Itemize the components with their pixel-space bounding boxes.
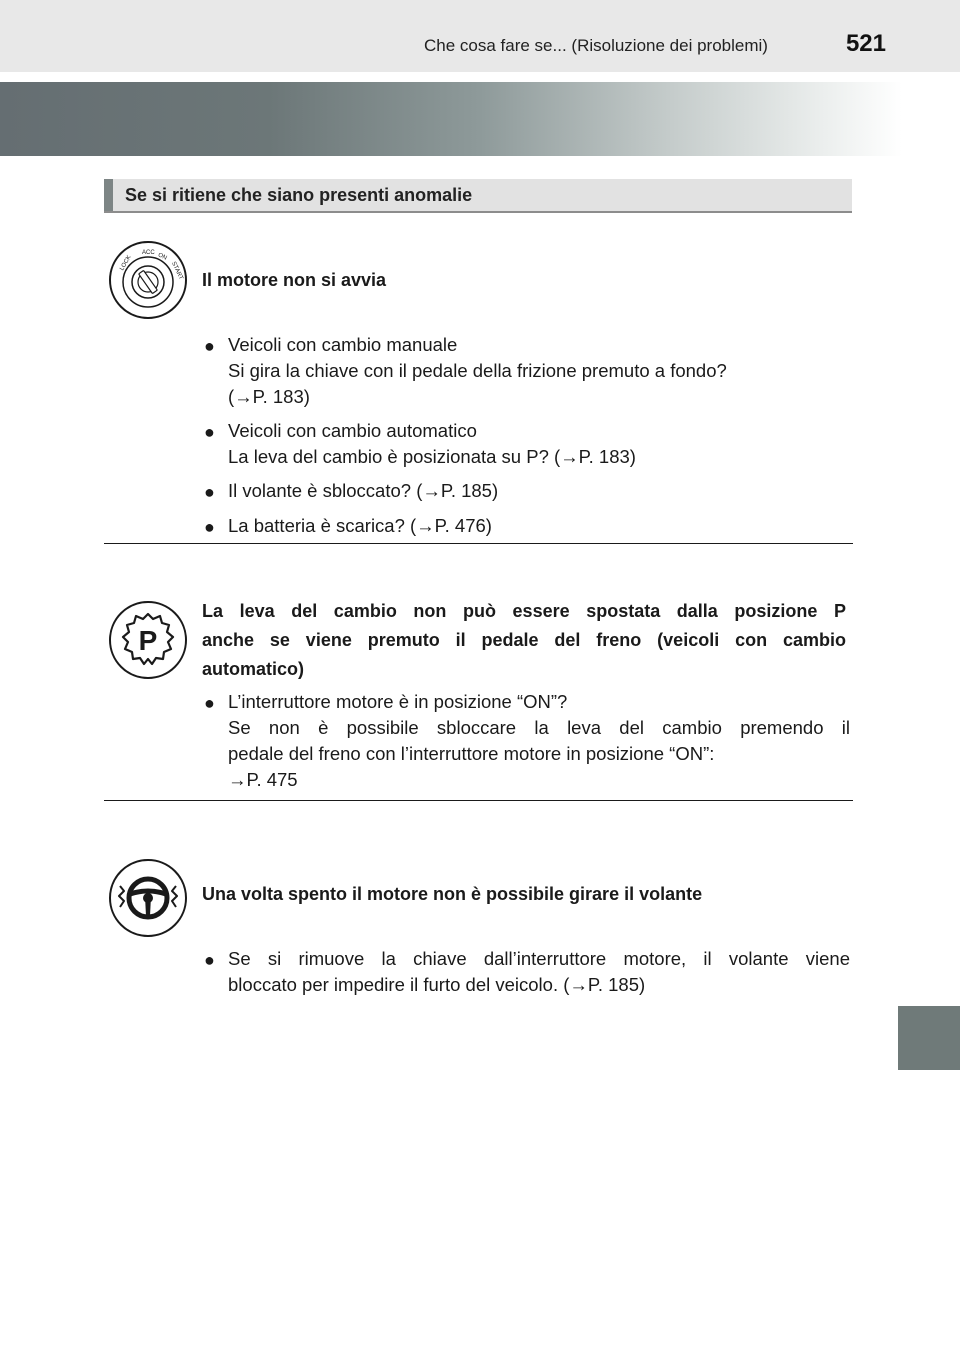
item-line: Se non è possibile sbloccare la leva del cambio premendo il [228,717,850,738]
page-number: 521 [845,30,886,57]
item-line: bloccato per impedire il furto del veicolo. (→P. 185) [228,974,646,995]
block1-title: Il motore non si avvia [202,270,387,290]
ignition-label-start: START [170,260,184,281]
ignition-key-icon [108,240,188,320]
bullet-icon: ● [204,422,215,442]
bullet-icon: ● [204,950,215,970]
section-title: Se si ritiene che siano presenti anomalie [125,185,473,205]
title-line: anche se viene premuto il pedale del freno (veicoli con cambio [202,630,846,650]
item-line: La leva del cambio è posizionata su P? (→P. 183) [228,446,636,467]
item-line: Si gira la chiave con il pedale della frizione premuto a fondo? [228,360,727,381]
block1-item-3 [204,478,850,504]
park-gear-icon [108,600,188,680]
section-divider [104,800,853,801]
block3-title: Una volta spento il motore non è possibile girare il volante [202,884,703,904]
section-header [104,179,852,213]
block1-item-2 [204,418,850,470]
block1-item-1 [204,332,850,410]
park-letter: P [138,625,158,656]
title-line: automatico) [202,659,305,679]
section-header-accent [104,179,113,211]
decorative-gradient-bar [0,82,960,156]
item-line: La batteria è scarica? (→P. 476) [228,515,492,536]
ignition-label-on: ON [156,252,168,262]
running-title: Che cosa fare se... (Risoluzione dei problemi) [424,36,768,55]
ignition-label-acc: ACC [142,250,155,256]
item-line: Veicoli con cambio manuale [228,334,458,355]
block2-title [202,597,846,684]
chapter-side-tab [898,1006,960,1070]
item-line: Se si rimuove la chiave dall’interruttore motore, il volante viene [228,948,850,969]
title-line: La leva del cambio non può essere spostata dalla posizione P [202,601,846,621]
bullet-icon: ● [204,517,215,537]
item-line: →P. 475 [228,769,298,790]
block3-item-1 [204,946,850,998]
bullet-icon: ● [204,336,215,356]
ignition-label-lock: LOCK [119,254,133,272]
bullet-icon: ● [204,693,215,713]
item-line: L’interruttore motore è in posizione “ON”? [228,691,568,712]
item-line: Veicoli con cambio automatico [228,420,477,441]
item-line: (→P. 183) [228,386,310,407]
item-line: pedale del freno con l’interruttore motore in posizione “ON”: [228,743,715,764]
block2-item-1 [204,689,850,793]
item-line: Il volante è sbloccato? (→P. 185) [228,480,499,501]
steering-lock-icon [108,858,188,938]
bullet-icon: ● [204,482,215,502]
block1-item-4 [204,513,850,539]
section-divider [104,543,853,544]
